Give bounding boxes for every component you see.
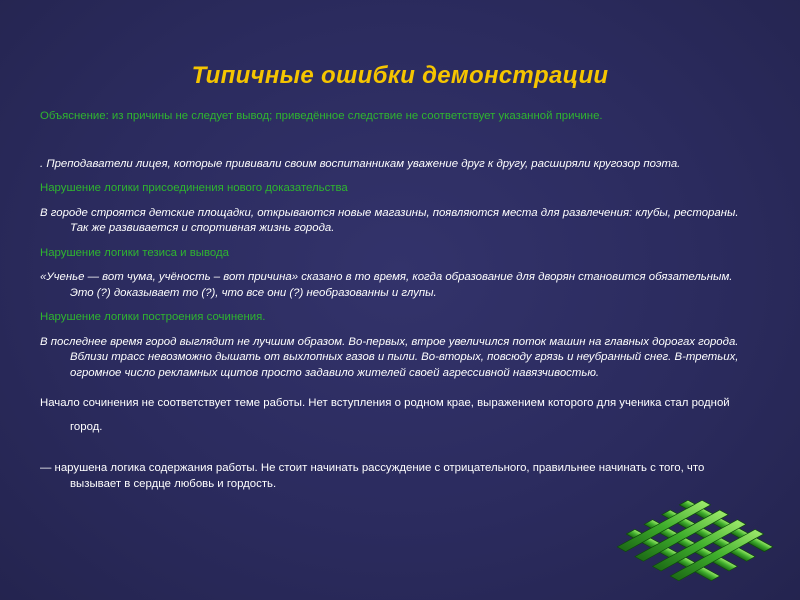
heading-composition-logic: Нарушение логики построения сочинения. (40, 311, 266, 323)
slide-content (40, 109, 752, 492)
example-2: В городе строятся детские площадки, открываются новые магазины, появляются места для развлечения: клубы, рестораны. Так же развивается и спортивная жизнь города. (40, 206, 739, 234)
example-4: В последнее время город выглядит не лучшим образом. Во-первых, втрое увеличился поток машин на главных дорогах города. Вблизи трасс невозможно дышать от выхлопных газов и пыли. Во-вторых, повсюду грязь и неубранный снег. В-третьих, огромное число рекламных щитов просто задавило жителей своей агрессивной навязчивостью. (40, 335, 739, 379)
heading-thesis-conclusion-logic: Нарушение логики тезиса и вывода (40, 246, 229, 259)
paragraph-content-logic: — нарушена логика содержания работы. Не стоит начинать рассуждение с отрицательного, правильнее начинать с того, что вызывает в сердце любовь и гордость. (40, 462, 705, 490)
explanation-text: Объяснение: из причины не следует вывод; приведённое следствие не соответствует указанной причине. (40, 110, 603, 122)
example-3: «Ученье — вот чума, учёность – вот причина» сказано в то время, когда образование для дворян становится обязательным. Это (?) доказывает то (?), что все они (?) необразованны и глупы. (40, 271, 733, 299)
slide-title: Типичные ошибки демонстрации (191, 62, 609, 89)
paragraph-intro-mismatch: Начало сочинения не соответствует теме работы. Нет вступления о родном крае, выражением которого для ученика стал родной город. (40, 397, 730, 433)
example-1: . Преподаватели лицея, которые прививали своим воспитанникам уважение друг к другу, расширяли кругозор поэта. (40, 157, 681, 170)
green-lattice-knot-icon (606, 493, 784, 593)
heading-new-proof-logic: Нарушение логики присоединения нового доказательства (40, 182, 348, 194)
